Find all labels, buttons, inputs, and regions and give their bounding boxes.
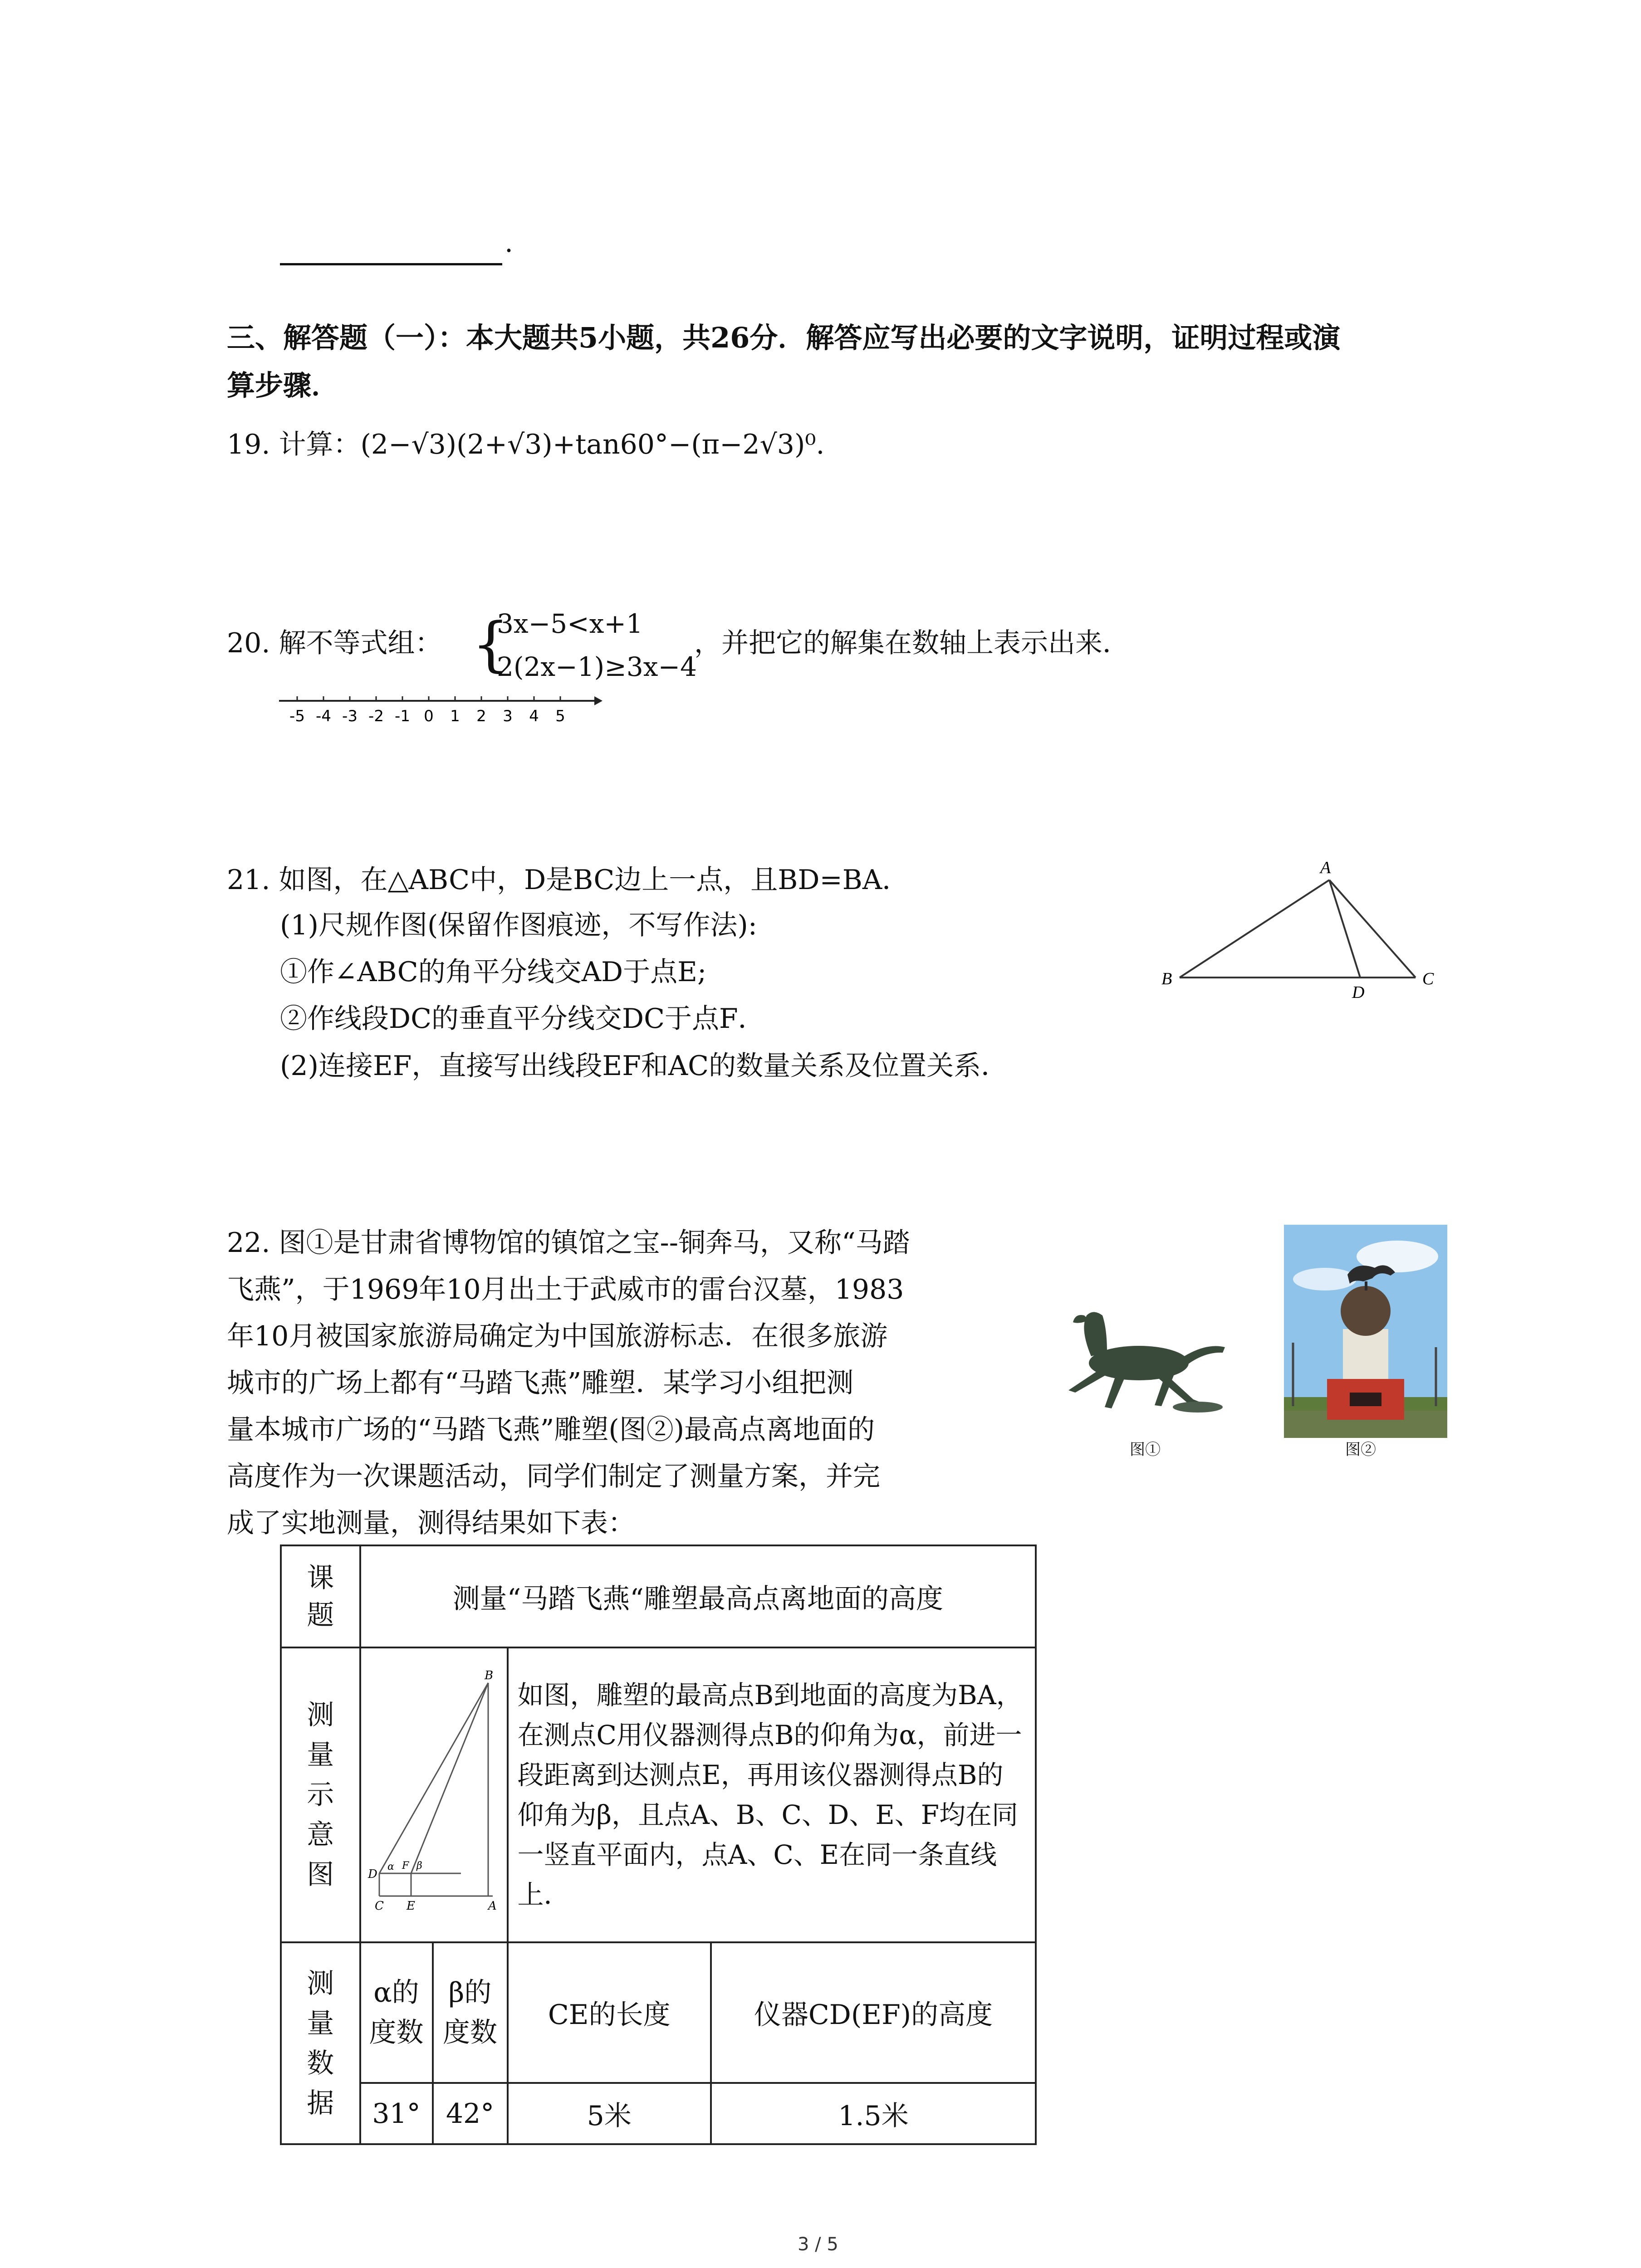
value-beta: 42°: [433, 2083, 508, 2144]
measurement-diagram-cell: [360, 1647, 508, 1942]
table-topic-content: 测量“马踏飞燕“雕塑最高点离地面的高度: [360, 1545, 1036, 1647]
page-number: 3 / 5: [798, 2234, 838, 2255]
number-line-label: -5: [289, 707, 305, 725]
measurement-diagram: [361, 1665, 506, 1919]
number-line-label: 3: [503, 707, 513, 725]
statue-photo: [1284, 1225, 1447, 1438]
diagram-label-b: B: [485, 1668, 494, 1682]
diagram-label-c: C: [375, 1899, 384, 1913]
q22-line-5: 量本城市广场的“马踏飞燕”雕塑(图②)最高点离地面的: [227, 1414, 875, 1446]
value-cd: 1.5米: [711, 2083, 1036, 2144]
diagram-label-e: E: [407, 1899, 416, 1913]
q20-system-brace: {: [472, 610, 509, 679]
number-line-label: 1: [450, 707, 460, 725]
number-line-label: -1: [395, 707, 410, 725]
bronze-horse-photo: [1048, 1302, 1239, 1424]
number-line-label: -2: [368, 707, 384, 725]
q20-inequality-2: 2(2x−1)≥3x−4: [497, 651, 697, 682]
q22-line-6: 高度作为一次课题活动，同学们制定了测量方案，并完: [227, 1461, 880, 1492]
q21-line-3: ①作∠ABC的角平分线交AD于点E;: [280, 956, 707, 988]
q22-line-7: 成了实地测量，测得结果如下表：: [227, 1507, 635, 1539]
q22-line-2: 飞燕”，于1969年10月出土于武威市的雷台汉墓，1983: [227, 1274, 904, 1305]
col-cd-header: 仪器CD(EF)的高度: [711, 1942, 1036, 2083]
fig1-caption: 图①: [1130, 1441, 1161, 1459]
col-ce-header: CE的长度: [508, 1942, 711, 2083]
triangle-label-c: C: [1422, 969, 1434, 988]
q22-line-4: 城市的广场上都有“马踏飞燕”雕塑．某学习小组把测: [227, 1367, 854, 1399]
triangle-abc-figure: [1161, 857, 1456, 1002]
q19-text: 19. 计算：(2−√3)(2+√3)+tan60°−(π−2√3)⁰.: [227, 429, 825, 460]
diagram-label-a: A: [488, 1899, 497, 1913]
number-line-label: 5: [555, 707, 565, 725]
triangle-label-b: B: [1161, 969, 1172, 988]
col-beta-header: β的度数: [433, 1942, 508, 2083]
diagram-label-beta: β: [416, 1860, 422, 1872]
diagram-label-alpha: α: [387, 1861, 394, 1872]
diagram-label-f: F: [402, 1860, 409, 1872]
section-3-heading-line2: 算步骤．: [227, 369, 340, 402]
q21-line-1: 21. 如图，在△ABC中，D是BC边上一点，且BD=BA．: [227, 864, 910, 896]
triangle-label-a: A: [1320, 858, 1331, 877]
q20-inequality-1: 3x−5<x+1: [497, 608, 643, 639]
triangle-label-d: D: [1352, 983, 1365, 1002]
q20-suffix: ，并把它的解集在数轴上表示出来．: [694, 627, 1130, 659]
fig2-caption: 图②: [1345, 1441, 1376, 1459]
q20-prefix: 20. 解不等式组：: [227, 627, 442, 659]
table-head-diagram: 测量示意图: [281, 1647, 360, 1942]
number-line-label: 2: [476, 707, 486, 725]
number-line-label: -4: [316, 707, 331, 725]
table-description: 如图，雕塑的最高点B到地面的高度为BA，在测点C用仪器测得点B的仰角为α，前进一段距离到达测点E，再用该仪器测得点B的仰角为β，且点A、B、C、D、E、F均在同一竖直平面内，点A、C、E在同一条直线上．: [508, 1647, 1036, 1942]
number-line-label: 4: [529, 707, 539, 725]
table-head-topic: 课题: [281, 1545, 360, 1647]
value-alpha: 31°: [360, 2083, 433, 2144]
diagram-label-d: D: [368, 1867, 377, 1881]
q22-line-3: 年10月被国家旅游局确定为中国旅游标志．在很多旅游: [227, 1320, 888, 1352]
col-alpha-header: α的度数: [360, 1942, 433, 2083]
q21-line-5: (2)连接EF，直接写出线段EF和AC的数量关系及位置关系．: [280, 1050, 1009, 1082]
q21-line-2: (1)尺规作图(保留作图痕迹，不写作法):: [280, 909, 758, 941]
answer-blank: [280, 231, 502, 265]
measurement-table: [280, 1545, 1037, 2145]
q21-line-4: ②作线段DC的垂直平分线交DC于点F．: [280, 1003, 765, 1035]
number-line: [277, 689, 603, 739]
table-head-data: 测量数据: [281, 1942, 360, 2144]
section-3-heading-line1: 三、解答题（一）：本大题共5小题，共26分．解答应写出必要的文字说明，证明过程或演: [227, 321, 1341, 354]
value-ce: 5米: [508, 2083, 711, 2144]
number-line-label: -3: [342, 707, 358, 725]
q22-line-1: 22. 图①是甘肃省博物馆的镇馆之宝--铜奔马，又称“马踏: [227, 1227, 910, 1259]
number-line-label: 0: [424, 707, 434, 725]
answer-blank-period: .: [505, 227, 514, 259]
